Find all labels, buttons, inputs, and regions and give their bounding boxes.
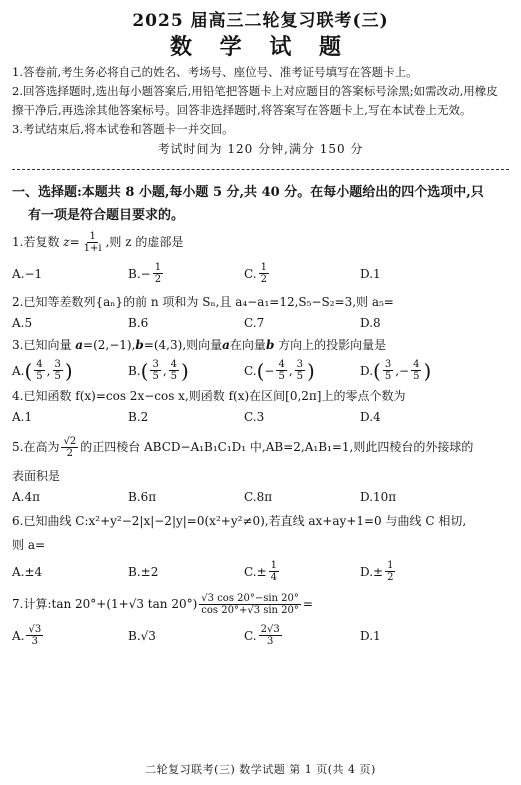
q4-option-d[interactable]: D.4 (360, 410, 381, 424)
q2-option-d[interactable]: D.8 (360, 316, 381, 330)
q5-option-b[interactable]: B.6π (128, 490, 157, 504)
q3-option-a[interactable]: A. ( $\frac{4}{5}$ , $\frac{3}{5}$ ) (12, 358, 73, 383)
q1-var: z (63, 235, 70, 249)
q1-option-b[interactable]: B.− $\frac{1}{2}$ (128, 262, 162, 285)
q2-option-a[interactable]: A.5 (12, 316, 33, 330)
instructions (12, 63, 509, 139)
q1-option-d[interactable]: D.1 (360, 266, 381, 281)
q1-den: 1+i (83, 243, 102, 254)
q1-num: 1 (89, 231, 96, 242)
q2-option-b[interactable]: B.6 (128, 316, 149, 330)
time-info: 考试时间为 120 分钟,满分 150 分 (157, 142, 364, 156)
q5-option-a[interactable]: A.4π (12, 490, 41, 504)
q3-option-c[interactable]: C. ( − $\frac{4}{5}$ , $\frac{3}{5}$ ) (244, 358, 315, 383)
q6-option-a[interactable]: A.±4 (12, 564, 43, 579)
q3-option-b[interactable]: B. ( $\frac{3}{5}$ , $\frac{4}{5}$ ) (128, 358, 189, 383)
question-1-options (12, 262, 509, 285)
q6-option-b[interactable]: B.±2 (128, 564, 159, 579)
q1-option-a[interactable]: A.−1 (12, 266, 43, 281)
q5-option-c[interactable]: C.8π (244, 490, 273, 504)
exam-title: 2025 届高三二轮复习联考(三) (132, 11, 389, 31)
q6-option-d[interactable]: D.± $\frac{1}{2}$ (360, 560, 394, 583)
section-heading (12, 181, 509, 227)
question-7: 7.计算:tan 20°+(1+√3 tan 20°) $\frac{√3 \cos 20^\circ-\sin 20^\circ}{\cos 20^\circ+√3 \sin 20^\circ}$ = (12, 593, 313, 616)
q1-option-c[interactable]: C. $\frac{1}{2}$ (244, 262, 267, 285)
question-7-options (12, 624, 509, 647)
section-heading-line1: 一、选择题:本题共 8 小题,每小题 5 分,共 40 分。在每小题给出的四个选项中,只 (12, 185, 484, 200)
vector-b: b (135, 338, 144, 352)
instruction-1: 1.答卷前,考生务必将自己的姓名、考场号、座位号、准考证号填写在答题卡上。 (12, 65, 418, 79)
question-2: 2.已知等差数列{aₙ}的前 n 项和为 Sₙ,且 a₄−a₁=12,S₅−S₂=3,则 a₅= (12, 295, 394, 309)
q7-option-c[interactable]: C. $\frac{2√3}{3}$ (244, 624, 280, 647)
q4-option-c[interactable]: C.3 (244, 410, 265, 424)
question-4: 4.已知函数 f(x)=cos 2x−cos x,则函数 f(x)在区间[0,2π]上的零点个数为 (12, 389, 406, 403)
question-5-options (12, 488, 509, 506)
question-5: 5.在高为 $\frac{√2}{2}$ 的正四棱台 ABCD−A₁B₁C₁D₁ 中,AB=2,A₁B₁=1,则此四棱台的外接球的 (12, 436, 474, 459)
instruction-2: 2.回答选择题时,选出每小题答案后,用铅笔把答题卡上对应题目的答案标号涂黑;如需改动,用橡皮擦干净后,再选涂其他答案标号。回答非选择题时,将答案写在答题卡上,写在本试卷上无效。 (12, 84, 498, 117)
question-2-options (12, 314, 509, 332)
q1-stem-end: ,则 z 的虚部是 (105, 235, 184, 249)
q4-option-b[interactable]: B.2 (128, 410, 149, 424)
question-6: 6.已知曲线 C:x²+y²−2|x|−2|y|=0(x²+y²≠0),若直线 ax+ay+1=0 与曲线 C 相切, (12, 514, 467, 528)
q1-fraction (82, 231, 104, 254)
q7-option-d[interactable]: D.1 (360, 628, 381, 643)
vector-a: a (75, 338, 84, 352)
page-footer: 二轮复习联考(三) 数学试题 第 1 页(共 4 页) (145, 763, 376, 776)
subject-title: 数 学 试 题 (170, 34, 351, 60)
q7-option-a[interactable]: A. $\frac{√3}{3}$ (12, 624, 42, 647)
q7-option-b[interactable]: B.√3 (128, 628, 156, 643)
section-heading-line2: 有一项是符合题目要求的。 (28, 208, 185, 223)
q2-option-c[interactable]: C.7 (244, 316, 265, 330)
q1-stem-start: 1.若复数 (12, 235, 64, 249)
question-6-options (12, 560, 509, 583)
question-5-line2: 表面积是 (12, 469, 61, 483)
q5-option-d[interactable]: D.10π (360, 490, 397, 504)
question-1 (12, 231, 509, 254)
question-3: 3.已知向量 a=(2,−1),b=(4,3),则向量a在向量b 方向上的投影向量是 (12, 338, 387, 352)
q6-option-c[interactable]: C.± $\frac{1}{4}$ (244, 560, 277, 583)
dashed-divider (12, 169, 509, 170)
q3-option-d[interactable]: D. ( $\frac{3}{5}$ , − $\frac{4}{5}$ ) (360, 358, 432, 383)
instruction-3: 3.考试结束后,将本试卷和答题卡一并交回。 (12, 122, 234, 136)
question-3-options (12, 359, 509, 382)
question-6-line2: 则 a= (12, 538, 46, 552)
q4-option-a[interactable]: A.1 (12, 410, 33, 424)
question-4-options (12, 408, 509, 426)
q1-eq: = (69, 235, 80, 249)
